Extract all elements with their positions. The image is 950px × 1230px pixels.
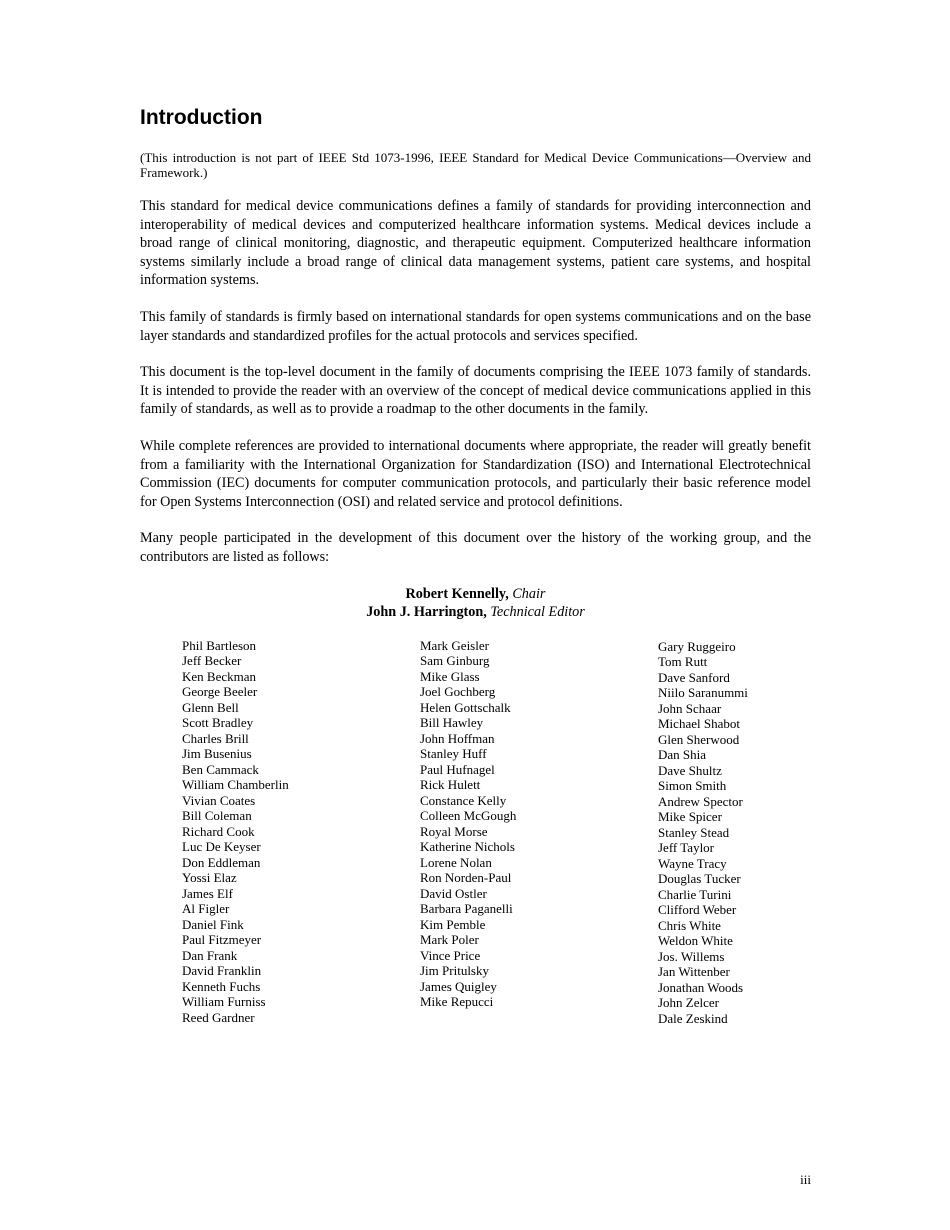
contributor-name: Jan Wittenber [658,964,730,980]
contributor-name: Stanley Stead [658,824,730,840]
contributor-name: Yossi Elaz [182,870,237,886]
contributor-name: Lorene Nolan [420,854,492,870]
contributor-name: Ben Cammack [182,761,259,777]
editor-role: Technical Editor [490,604,585,621]
contributor-name: Bill Hawley [420,715,484,731]
contributor-name: Jim Busenius [182,746,252,762]
contributors-list [140,638,811,1038]
contributor-name: Dave Shultz [658,762,722,778]
contributor-name: Mike Repucci [420,994,494,1010]
contributor-name: Bill Coleman [182,808,252,824]
contributor-name: Phil Bartleson [182,637,257,653]
contributor-name: Gary Ruggeiro [658,638,736,654]
contributor-name: Helen Gottschalk [420,699,511,715]
contributor-name: Luc De Keyser [182,839,261,855]
contributor-name: Katherine Nichols [420,839,515,855]
contributor-name: Chris White [658,917,721,933]
contributor-name: Mark Poler [420,932,479,948]
officers-block [140,585,811,622]
contributor-name: Ken Beckman [182,668,257,684]
contributor-name: James Quigley [420,978,497,994]
document-page [140,104,811,1038]
contributor-name: Andrew Spector [658,793,743,809]
contributor-name: Clifford Weber [658,902,737,918]
contributor-name: Simon Smith [658,778,727,794]
introduction-note: (This introduction is not part of IEEE Std 1073-1996, IEEE Standard for Medical Device Communications—Overview and Framework.) [140,150,811,180]
contributor-name: Jonathan Woods [658,979,744,995]
contributor-name: Wayne Tracy [658,855,727,871]
contributor-name: Jeff Taylor [658,840,715,856]
contributor-name: Rick Hulett [420,777,481,793]
contributor-name: Barbara Paganelli [420,901,513,917]
contributor-name: Richard Cook [182,823,255,839]
paragraph: This standard for medical device communications defines a family of standards for providing interconnection and interoperability of medical devices and computerized healthcare information systems. Medical devices include a broad range of clinical monitoring, diagnostic, and therapeutic equipment. Computerized healthcare information systems similarly include a broad range of clinical data management systems, patient care systems, and hospital information systems. [140,198,811,289]
contributor-name: Vince Price [420,947,481,963]
paragraph: This family of standards is firmly based on international standards for open systems communications and on the base layer standards and standardized profiles for the actual protocols and services specified. [140,308,811,344]
paragraph: While complete references are provided to international documents where appropriate, the reader will greatly benefit from a familiarity with the International Organization for Standardization (ISO) and International Electrotechnical Commission (IEC) documents for computer communication protocols, and particularly their basic reference model for Open Systems Interconnection (OSI) and related service and protocol definitions. [140,437,811,510]
paragraph: This document is the top-level document in the family of documents comprising the IEEE 1073 family of standards. It is intended to provide the reader with an overview of the concept of medical device communications applied in this family of standards, as well as to provide a roadmap to the other documents in the family. [140,364,811,418]
contributor-name: John Zelcer [658,995,720,1011]
contributor-name: Mark Geisler [420,637,489,653]
contributor-name: Mike Spicer [658,809,722,825]
contributor-name: Scott Bradley [182,715,254,731]
page-title: Introduction [140,106,263,129]
contributor-name: Ron Norden-Paul [420,870,512,886]
chair-name: Robert Kennelly, [405,585,509,602]
contributor-name: Jeff Becker [182,653,242,669]
contributor-name: Jim Pritulsky [420,963,489,979]
contributor-name: James Elf [182,885,233,901]
contributor-name: Vivian Coates [182,792,256,808]
contributor-name: Daniel Fink [182,916,244,932]
contributor-name: Weldon White [658,933,733,949]
contributor-name: Charlie Turini [658,886,732,902]
editor-name: John J. Harrington, [366,604,487,621]
chair-role: Chair [512,585,546,602]
contributor-name: Sam Ginburg [420,653,490,669]
contributor-name: Charles Brill [182,730,249,746]
contributor-name: David Franklin [182,963,262,979]
contributor-name: Michael Shabot [658,716,740,732]
contributor-name: George Beeler [182,684,258,700]
contributors-column-1 [182,638,382,1026]
contributor-name: Don Eddleman [182,854,261,870]
contributor-name: Mike Glass [420,668,480,684]
contributor-name: Colleen McGough [420,808,517,824]
contributor-name: Kim Pemble [420,916,486,932]
contributor-name: Dan Frank [182,947,238,963]
contributor-name: Glenn Bell [182,699,239,715]
contributor-name: Niilo Saranummi [658,685,748,701]
contributor-name: Constance Kelly [420,792,507,808]
contributor-name: Royal Morse [420,823,488,839]
contributor-name: Paul Fitzmeyer [182,932,262,948]
contributor-name: Kenneth Fuchs [182,978,261,994]
contributor-name: Reed Gardner [182,1009,255,1025]
contributor-name: William Chamberlin [182,777,289,793]
contributors-column-3 [658,639,858,1027]
contributor-name: John Schaar [658,700,722,716]
contributor-name: Dave Sanford [658,669,730,685]
chair-line [140,585,811,604]
contributor-name: David Ostler [420,885,487,901]
contributor-name: Stanley Huff [420,746,487,762]
contributors-column-2 [420,638,620,1010]
contributor-name: John Hoffman [420,730,495,746]
contributor-name: William Furniss [182,994,266,1010]
editor-line [140,603,811,622]
contributor-name: Joel Gochberg [420,684,496,700]
contributor-name: Tom Rutt [658,654,708,670]
page-number: iii [800,1172,811,1187]
contributor-name: Douglas Tucker [658,871,741,887]
contributor-name: Al Figler [182,901,230,917]
contributor-name: Paul Hufnagel [420,761,495,777]
contributor-name: Glen Sherwood [658,731,740,747]
paragraph: Many people participated in the development of this document over the history of the working group, and the contributors are listed as follows: [140,530,811,565]
contributor-name: Jos. Willems [658,948,725,964]
contributor-name: Dan Shia [658,747,707,763]
contributor-name: Dale Zeskind [658,1010,728,1026]
